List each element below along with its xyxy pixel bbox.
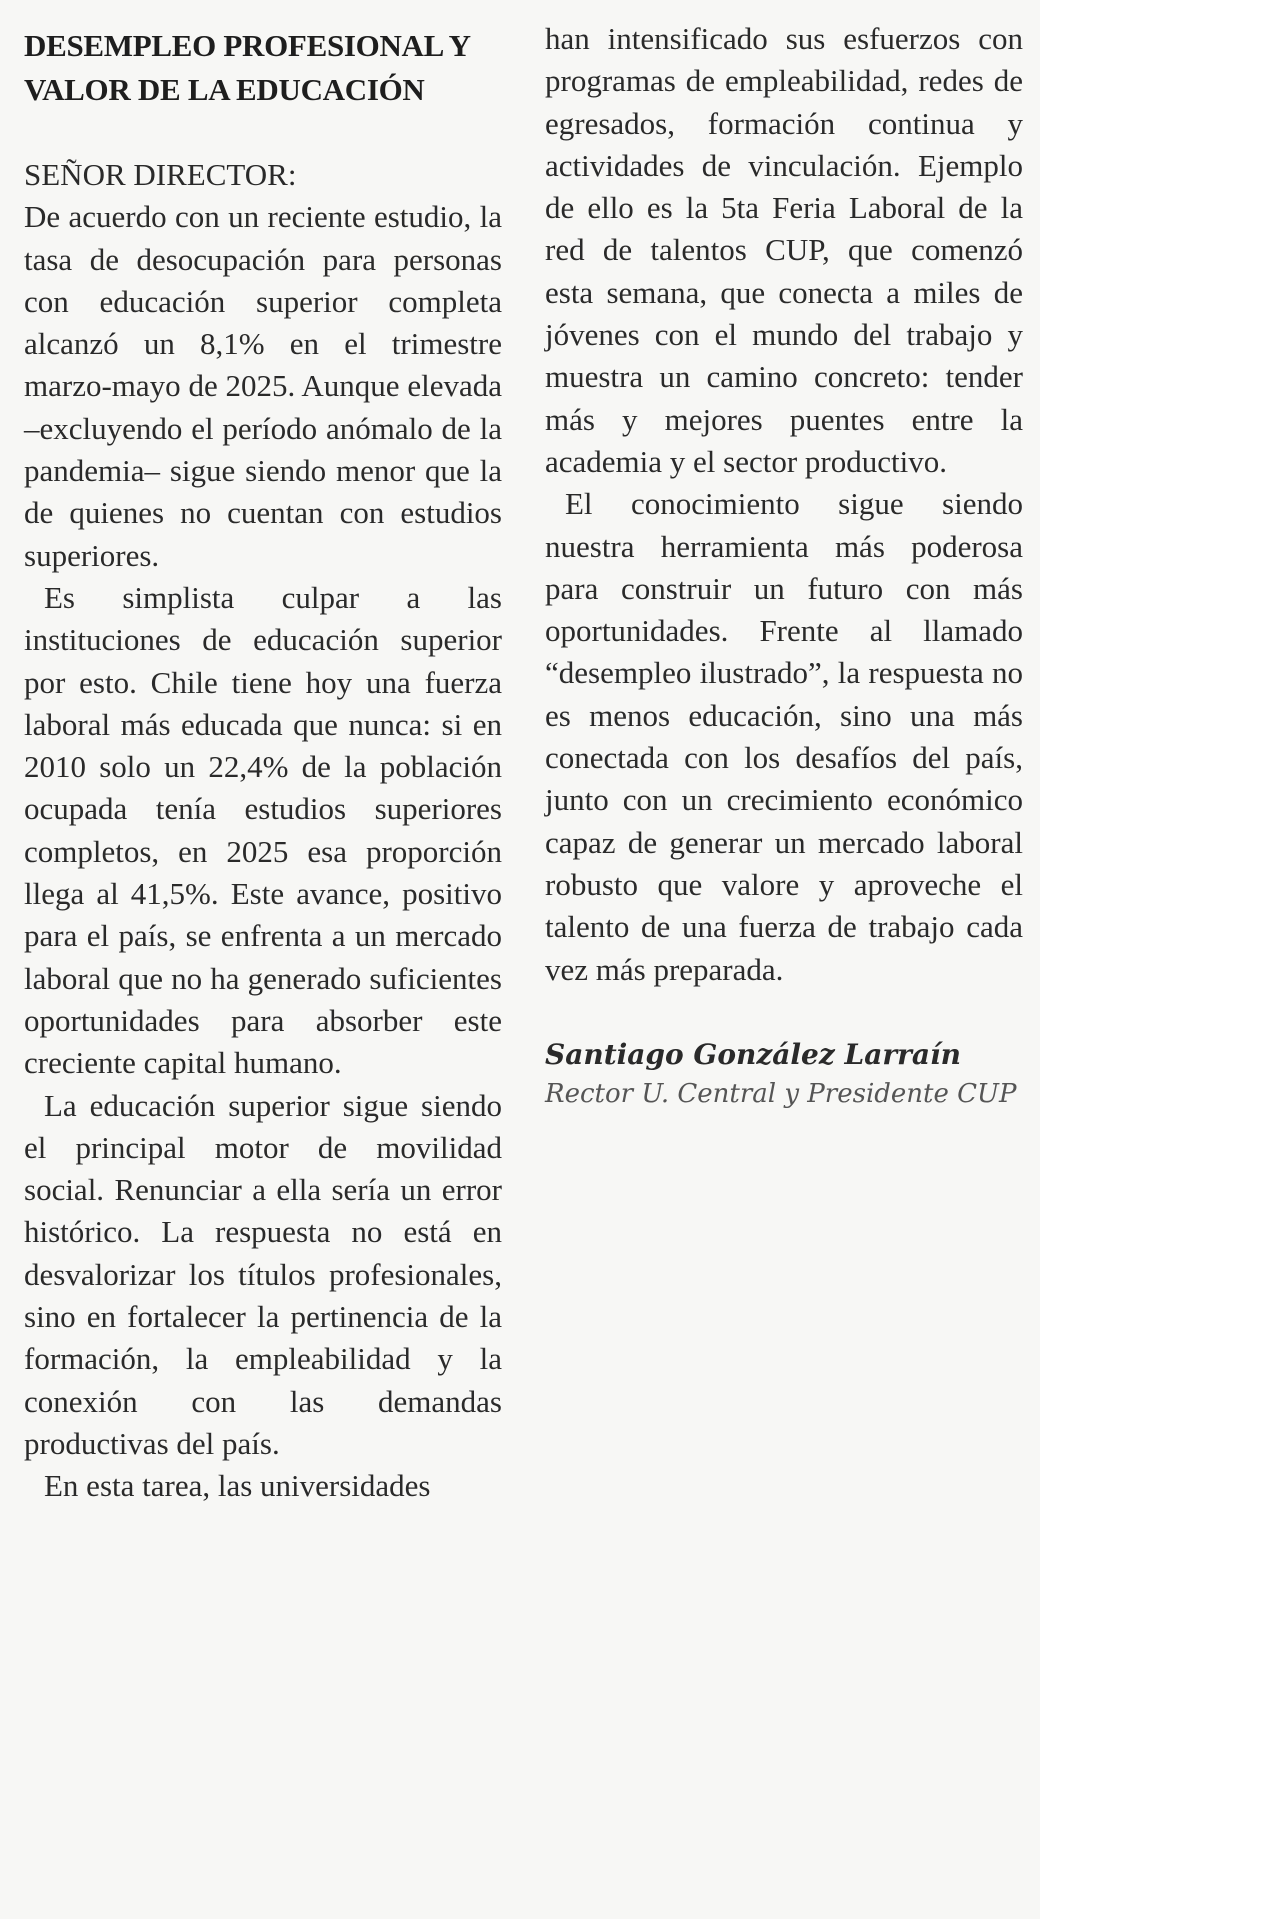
signature-name: Santiago González Larraín [545,1037,961,1071]
letter-paragraph-4-continued: han intensificado sus esfuerzos con programas de empleabilidad, redes de egresados, formación continua y actividades de vinculación. Ejemplo de ello es la 5ta Feria Laboral de la red de talentos CUP, que comenzó esta semana, que conecta a miles de jóvenes con el mundo del trabajo y muestra un camino concreto: tender más y mejores puentes entre la academia y el sector productivo. [545,21,1023,479]
letter-paragraph-3: La educación superior sigue siendo el principal motor de movilidad social. Renunciar a ella sería un error histórico. La respuesta no está en desvalorizar los títulos profesionales, sino en fortalecer la pertinencia de la formación, la empleabilidad y la conexión con las demandas productivas del país. [24,1087,502,1461]
letter-paragraph-1: De acuerdo con un reciente estudio, la tasa de desocupación para personas con educación superior completa alcanzó un 8,1% en el trimestre marzo-mayo de 2025. Aunque elevada –excluyendo el período anómalo de la pandemia– sigue siendo menor que la de quienes no cuentan con estudios superiores. [24,199,502,573]
letter-paragraph-5: El conocimiento sigue siendo nuestra herramienta más poderosa para construir un futuro con más oportunidades. Frente al llamado “desempleo ilustrado”, la respuesta no es menos educación, sino una más conectada con los desafíos del país, junto con un crecimiento económico capaz de generar un mercado laboral robusto que valore y aproveche el talento de una fuerza de trabajo cada vez más preparada. [545,486,1023,987]
letter-paragraph-2: Es simplista culpar a las instituciones de educación superior por esto. Chile tiene hoy una fuerza laboral más educada que nunca: si en 2010 solo un 22,4% de la población ocupada tenía estudios superiores completos, en 2025 esa proporción llega al 41,5%. Este avance, positivo para el país, se enfrenta a un mercado laboral que no ha generado suficientes oportunidades para absorber este creciente capital humano. [24,579,502,1081]
salutation: SEÑOR DIRECTOR: [24,157,297,192]
left-column [24,18,502,1508]
right-column [545,18,1023,1113]
signature-role: Rector U. Central y Presidente CUP [545,1078,1017,1109]
signature-block [545,1035,1023,1113]
letter-headline: DESEMPLEO PROFESIONAL Y VALOR DE LA EDUCACIÓN [24,28,470,107]
letter-paragraph-4-start: En esta tarea, las universidades [44,1468,431,1504]
